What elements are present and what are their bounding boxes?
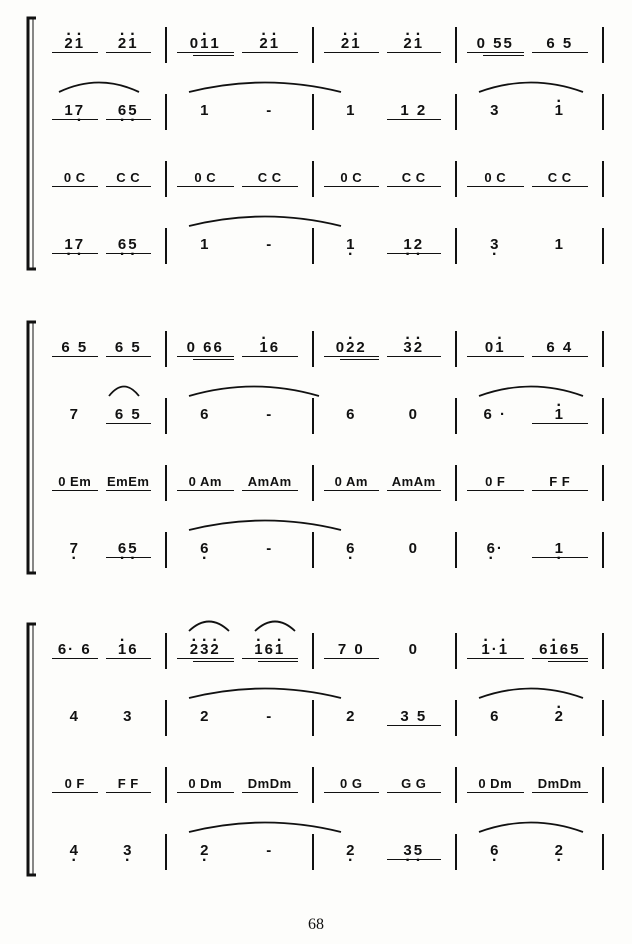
note-beat: . 1 6 . 1 bbox=[240, 629, 301, 669]
barline bbox=[602, 331, 604, 367]
chord-beat: 0 F bbox=[465, 461, 526, 501]
measure bbox=[175, 23, 304, 63]
barline bbox=[312, 834, 314, 870]
barline bbox=[312, 398, 314, 434]
note-beat: . 1 bbox=[530, 394, 591, 434]
note-beat: . 6 . 5 bbox=[104, 90, 154, 130]
barline bbox=[312, 27, 314, 63]
slur-arc bbox=[478, 685, 584, 699]
note-beat: . 3 . 2 bbox=[385, 327, 444, 367]
note-beat: 6 . 1 6 5 bbox=[530, 629, 591, 669]
melody-row bbox=[0, 224, 632, 264]
measure bbox=[175, 394, 304, 434]
measure bbox=[175, 629, 304, 669]
note-beat: . 3 bbox=[465, 224, 526, 264]
note-beat: - bbox=[266, 841, 274, 859]
barline bbox=[312, 767, 314, 803]
chord-beat: DmDm bbox=[240, 763, 301, 803]
slur-arc bbox=[254, 618, 296, 632]
note-beat: 1 . 7 bbox=[50, 90, 100, 130]
measure bbox=[322, 696, 447, 736]
measure bbox=[322, 528, 447, 568]
barline bbox=[602, 834, 604, 870]
note-beat: . 1 . 7 bbox=[50, 224, 100, 264]
barline bbox=[165, 398, 167, 434]
measure bbox=[322, 224, 447, 264]
barline bbox=[165, 532, 167, 568]
barline bbox=[165, 27, 167, 63]
note-beat: 1 bbox=[200, 235, 211, 253]
note-beat: 6 bbox=[490, 707, 501, 725]
measure bbox=[465, 696, 594, 736]
note-beat: . 3 . 5 bbox=[385, 830, 444, 870]
barline bbox=[455, 27, 457, 63]
slur-arc bbox=[188, 517, 342, 531]
note-beat: 7 0 bbox=[322, 629, 381, 669]
melody-row bbox=[0, 90, 632, 130]
note-beat: 1 2 bbox=[385, 90, 444, 130]
barline bbox=[455, 700, 457, 736]
measure bbox=[50, 830, 157, 870]
barline bbox=[455, 532, 457, 568]
chord-beat: F F bbox=[530, 461, 591, 501]
note-beat: . 2 . 1 bbox=[322, 23, 381, 63]
barline bbox=[455, 834, 457, 870]
chord-beat: C C bbox=[104, 157, 154, 197]
chord-beat: 0 Dm bbox=[175, 763, 236, 803]
note-beat: . 1 bbox=[530, 90, 591, 130]
note-beat: . 1 bbox=[322, 224, 381, 264]
note-beat: 2 bbox=[200, 707, 211, 725]
barline bbox=[602, 767, 604, 803]
slur-arc bbox=[478, 819, 584, 833]
slur-arc bbox=[188, 819, 342, 833]
slur-arc bbox=[188, 79, 342, 93]
measure bbox=[175, 830, 304, 870]
chord-beat: AmAm bbox=[385, 461, 444, 501]
measure bbox=[50, 528, 157, 568]
barline bbox=[455, 94, 457, 130]
chord-row bbox=[0, 763, 632, 803]
measure bbox=[175, 528, 304, 568]
measure bbox=[175, 90, 304, 130]
barline bbox=[455, 465, 457, 501]
measure bbox=[465, 528, 594, 568]
measure bbox=[50, 224, 157, 264]
chord-beat: 0 C bbox=[322, 157, 381, 197]
melody-row bbox=[0, 23, 632, 63]
chord-beat: DmDm bbox=[530, 763, 591, 803]
note-beat: 6· 6 bbox=[50, 629, 100, 669]
measure bbox=[50, 327, 157, 367]
measure bbox=[322, 830, 447, 870]
chord-beat: 0 F bbox=[50, 763, 100, 803]
barline bbox=[165, 700, 167, 736]
chord-beat: C C bbox=[240, 157, 301, 197]
measure bbox=[50, 629, 157, 669]
chord-beat: EmEm bbox=[104, 461, 154, 501]
barline bbox=[312, 161, 314, 197]
note-beat: . 2 . 1 bbox=[385, 23, 444, 63]
note-beat: . 1 6 bbox=[240, 327, 301, 367]
slur-arc bbox=[188, 618, 230, 632]
measure bbox=[465, 394, 594, 434]
note-beat: . 2 . 3 . 2 bbox=[175, 629, 236, 669]
note-beat: 0 66 bbox=[175, 327, 236, 367]
chord-beat: 0 C bbox=[50, 157, 100, 197]
note-beat: . 2 . 1 bbox=[240, 23, 301, 63]
note-beat: 0 . 2 2 bbox=[322, 327, 381, 367]
barline bbox=[312, 94, 314, 130]
measure bbox=[465, 461, 594, 501]
measure bbox=[50, 461, 157, 501]
barline bbox=[165, 94, 167, 130]
note-beat: . 1 bbox=[530, 528, 591, 568]
note-beat: . 2 bbox=[530, 830, 591, 870]
measure bbox=[465, 90, 594, 130]
barline bbox=[602, 465, 604, 501]
melody-row bbox=[0, 528, 632, 568]
barline bbox=[165, 331, 167, 367]
measure bbox=[50, 763, 157, 803]
slur-arc bbox=[58, 79, 140, 93]
note-beat: 1 bbox=[554, 235, 565, 253]
note-beat: 4 bbox=[69, 707, 80, 725]
measure bbox=[465, 157, 594, 197]
measure bbox=[322, 90, 447, 130]
chord-beat: AmAm bbox=[240, 461, 301, 501]
measure bbox=[322, 157, 447, 197]
measure bbox=[465, 224, 594, 264]
chord-beat: G G bbox=[385, 763, 444, 803]
barline bbox=[455, 767, 457, 803]
measure bbox=[175, 696, 304, 736]
note-beat: . 3 bbox=[104, 830, 154, 870]
chord-beat: F F bbox=[104, 763, 154, 803]
measure bbox=[322, 629, 447, 669]
measure bbox=[50, 23, 157, 63]
measure bbox=[322, 394, 447, 434]
barline bbox=[455, 633, 457, 669]
measure bbox=[322, 763, 447, 803]
barline bbox=[312, 465, 314, 501]
note-beat: . 1 · . 1 bbox=[465, 629, 526, 669]
page-number: 68 bbox=[308, 916, 324, 933]
barline bbox=[602, 532, 604, 568]
measure bbox=[465, 629, 594, 669]
note-beat: 3 bbox=[123, 707, 134, 725]
barline bbox=[455, 331, 457, 367]
chord-beat: 0 Am bbox=[322, 461, 381, 501]
barline bbox=[455, 398, 457, 434]
barline bbox=[455, 161, 457, 197]
note-beat: 6 bbox=[346, 405, 357, 423]
measure bbox=[175, 157, 304, 197]
note-beat: . 2 bbox=[175, 830, 236, 870]
note-beat: . 4 bbox=[50, 830, 100, 870]
barline bbox=[602, 161, 604, 197]
note-beat: 7 bbox=[69, 405, 80, 423]
barline bbox=[312, 331, 314, 367]
note-beat: 0 . 1 bbox=[465, 327, 526, 367]
note-beat: . 6 · bbox=[465, 528, 526, 568]
note-beat: 1 bbox=[346, 101, 357, 119]
note-beat: 6 5 bbox=[50, 327, 100, 367]
slur-arc bbox=[108, 383, 140, 397]
slur-arc bbox=[478, 383, 584, 397]
note-beat: 0 bbox=[408, 539, 419, 557]
measure bbox=[50, 394, 157, 434]
barline bbox=[602, 228, 604, 264]
barline bbox=[165, 228, 167, 264]
barline bbox=[165, 633, 167, 669]
note-beat: 0 . 1 1 bbox=[175, 23, 236, 63]
barline bbox=[312, 532, 314, 568]
note-beat: - bbox=[266, 101, 274, 119]
note-beat: 3 5 bbox=[385, 696, 444, 736]
note-beat: . 2 bbox=[322, 830, 381, 870]
note-beat: . 1 . 2 bbox=[385, 224, 444, 264]
chord-beat: 0 Dm bbox=[465, 763, 526, 803]
note-beat: 0 bbox=[408, 640, 419, 658]
melody-row bbox=[0, 830, 632, 870]
barline bbox=[455, 228, 457, 264]
note-beat: - bbox=[266, 405, 274, 423]
note-beat: 6 5 bbox=[104, 327, 154, 367]
note-beat: . 7 bbox=[50, 528, 100, 568]
barline bbox=[602, 700, 604, 736]
note-beat: . 2 . 1 bbox=[50, 23, 100, 63]
note-beat: 3 bbox=[490, 101, 501, 119]
measure bbox=[50, 696, 157, 736]
chord-row bbox=[0, 157, 632, 197]
barline bbox=[312, 700, 314, 736]
slur-arc bbox=[478, 79, 584, 93]
melody-row bbox=[0, 696, 632, 736]
barline bbox=[165, 161, 167, 197]
note-beat: 6 · bbox=[483, 405, 507, 423]
measure bbox=[175, 224, 304, 264]
barline bbox=[602, 633, 604, 669]
measure bbox=[322, 461, 447, 501]
chord-beat: 0 Em bbox=[50, 461, 100, 501]
barline bbox=[602, 27, 604, 63]
measure bbox=[175, 763, 304, 803]
melody-row bbox=[0, 327, 632, 367]
chord-beat: C C bbox=[530, 157, 591, 197]
note-beat: 6 4 bbox=[530, 327, 591, 367]
barline bbox=[602, 94, 604, 130]
note-beat: . 1 6 bbox=[104, 629, 154, 669]
chord-beat: 0 C bbox=[175, 157, 236, 197]
note-beat: 1 bbox=[200, 101, 211, 119]
measure bbox=[175, 461, 304, 501]
melody-row bbox=[0, 629, 632, 669]
measure bbox=[50, 90, 157, 130]
note-beat: - bbox=[266, 707, 274, 725]
measure bbox=[465, 830, 594, 870]
measure bbox=[465, 763, 594, 803]
barline bbox=[312, 633, 314, 669]
chord-row bbox=[0, 461, 632, 501]
measure bbox=[175, 327, 304, 367]
note-beat: . 6 . 5 bbox=[104, 528, 154, 568]
note-beat: 6 5 bbox=[104, 394, 154, 434]
note-beat: . 2 . 1 bbox=[104, 23, 154, 63]
note-beat: . 6 bbox=[465, 830, 526, 870]
note-beat: - bbox=[266, 539, 274, 557]
barline bbox=[312, 228, 314, 264]
slur-arc bbox=[188, 685, 342, 699]
note-beat: 6 bbox=[200, 405, 211, 423]
slur-arc bbox=[188, 383, 320, 397]
barline bbox=[165, 465, 167, 501]
measure bbox=[465, 23, 594, 63]
note-beat: . 6 bbox=[322, 528, 381, 568]
slur-arc bbox=[188, 213, 342, 227]
note-beat: . 2 bbox=[530, 696, 591, 736]
note-beat: 0 bbox=[408, 405, 419, 423]
measure bbox=[50, 157, 157, 197]
note-beat: . 6 bbox=[175, 528, 236, 568]
measure bbox=[322, 23, 447, 63]
barline bbox=[602, 398, 604, 434]
chord-beat: 0 Am bbox=[175, 461, 236, 501]
barline bbox=[165, 834, 167, 870]
barline bbox=[165, 767, 167, 803]
measure bbox=[465, 327, 594, 367]
note-beat: 6 5 bbox=[530, 23, 591, 63]
note-beat: 0 55 bbox=[465, 23, 526, 63]
melody-row bbox=[0, 394, 632, 434]
note-beat: - bbox=[266, 235, 274, 253]
note-beat: 2 bbox=[346, 707, 357, 725]
note-beat: . 6 . 5 bbox=[104, 224, 154, 264]
chord-beat: 0 G bbox=[322, 763, 381, 803]
chord-beat: 0 C bbox=[465, 157, 526, 197]
measure bbox=[322, 327, 447, 367]
chord-beat: C C bbox=[385, 157, 444, 197]
